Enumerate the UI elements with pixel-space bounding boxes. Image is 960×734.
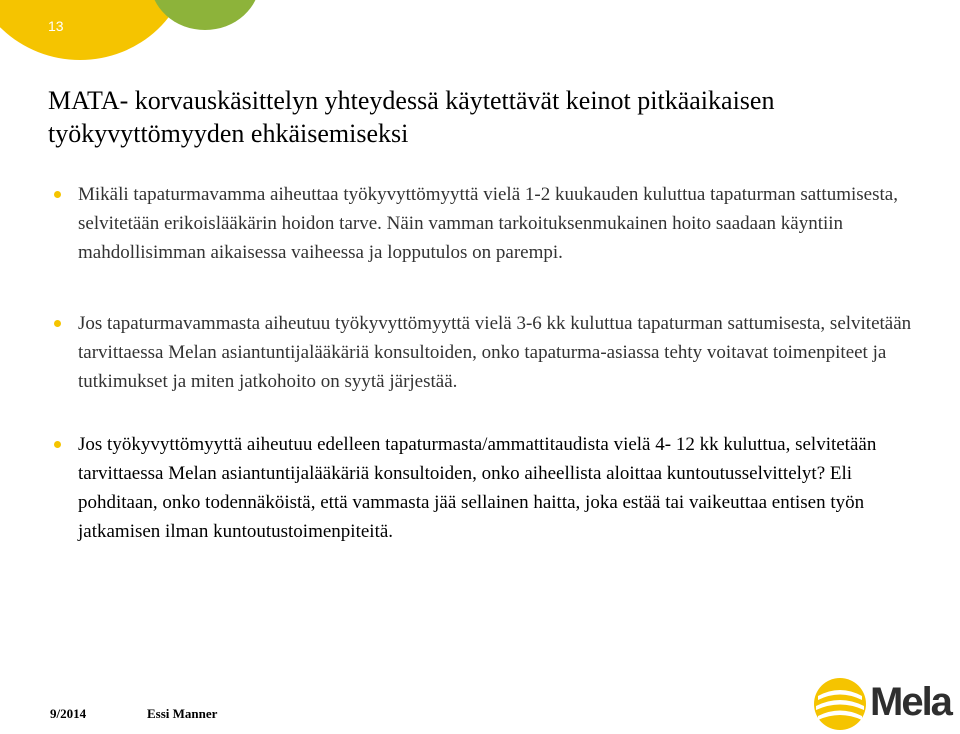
bullet-dot-icon bbox=[54, 441, 61, 448]
footer-date: 9/2014 bbox=[50, 706, 87, 721]
bullet-text: Mikäli tapaturmavamma aiheuttaa työkyvyttömyyttä vielä 1-2 kuukauden kuluttua tapaturman sattumisesta, selvitetään erikoislääkärin hoidon tarve. Näin vamman tarkoituksenmukainen hoito saadaan käyntiin mahdollisimman aikaisessa vaiheessa ja lopputulos on parempi. bbox=[78, 184, 898, 263]
logo-text: Mela bbox=[870, 680, 951, 724]
slide-title: MATA- korvauskäsittelyn yhteydessä käytettävät keinot pitkäaikaisen työkyvyttömyyden ehkäisemiseksi bbox=[48, 86, 775, 148]
slide-number: 13 bbox=[48, 18, 64, 34]
bullet-item bbox=[48, 309, 928, 396]
bullet-list bbox=[48, 180, 928, 546]
bullet-dot-icon bbox=[54, 191, 61, 198]
bullet-item bbox=[48, 180, 928, 267]
mela-sun-icon bbox=[812, 676, 868, 732]
bullet-text: Jos työkyvyttömyyttä aiheutuu edelleen tapaturmasta/ammattitaudista vielä 4- 12 kk kuluttua, selvitetään tarvittaessa Melan asiantuntijalääkäriä konsultoiden, onko aiheellista aloittaa kuntoutusselvittelyt? Eli pohditaan, onko todennäköistä, että vammasta jää sellainen haitta, joka estää tai vaikeuttaa entisen työn jatkamisen ilman kuntoutustoimenpiteitä. bbox=[78, 434, 877, 542]
bullet-dot-icon bbox=[54, 320, 61, 327]
mela-logo bbox=[812, 676, 958, 732]
bullet-text: Jos tapaturmavammasta aiheutuu työkyvyttömyyttä vielä 3-6 kk kuluttua tapaturman sattumisesta, selvitetään tarvittaessa Melan asiantuntijalääkäriä konsultoiden, onko tapaturma-asiassa tehty voitavat toimenpiteet ja tutkimukset ja miten jatkohoito on syytä järjestää. bbox=[78, 313, 912, 392]
decorative-green-circle bbox=[150, 0, 260, 30]
bullet-item bbox=[48, 430, 928, 546]
footer-author: Essi Manner bbox=[147, 706, 218, 721]
